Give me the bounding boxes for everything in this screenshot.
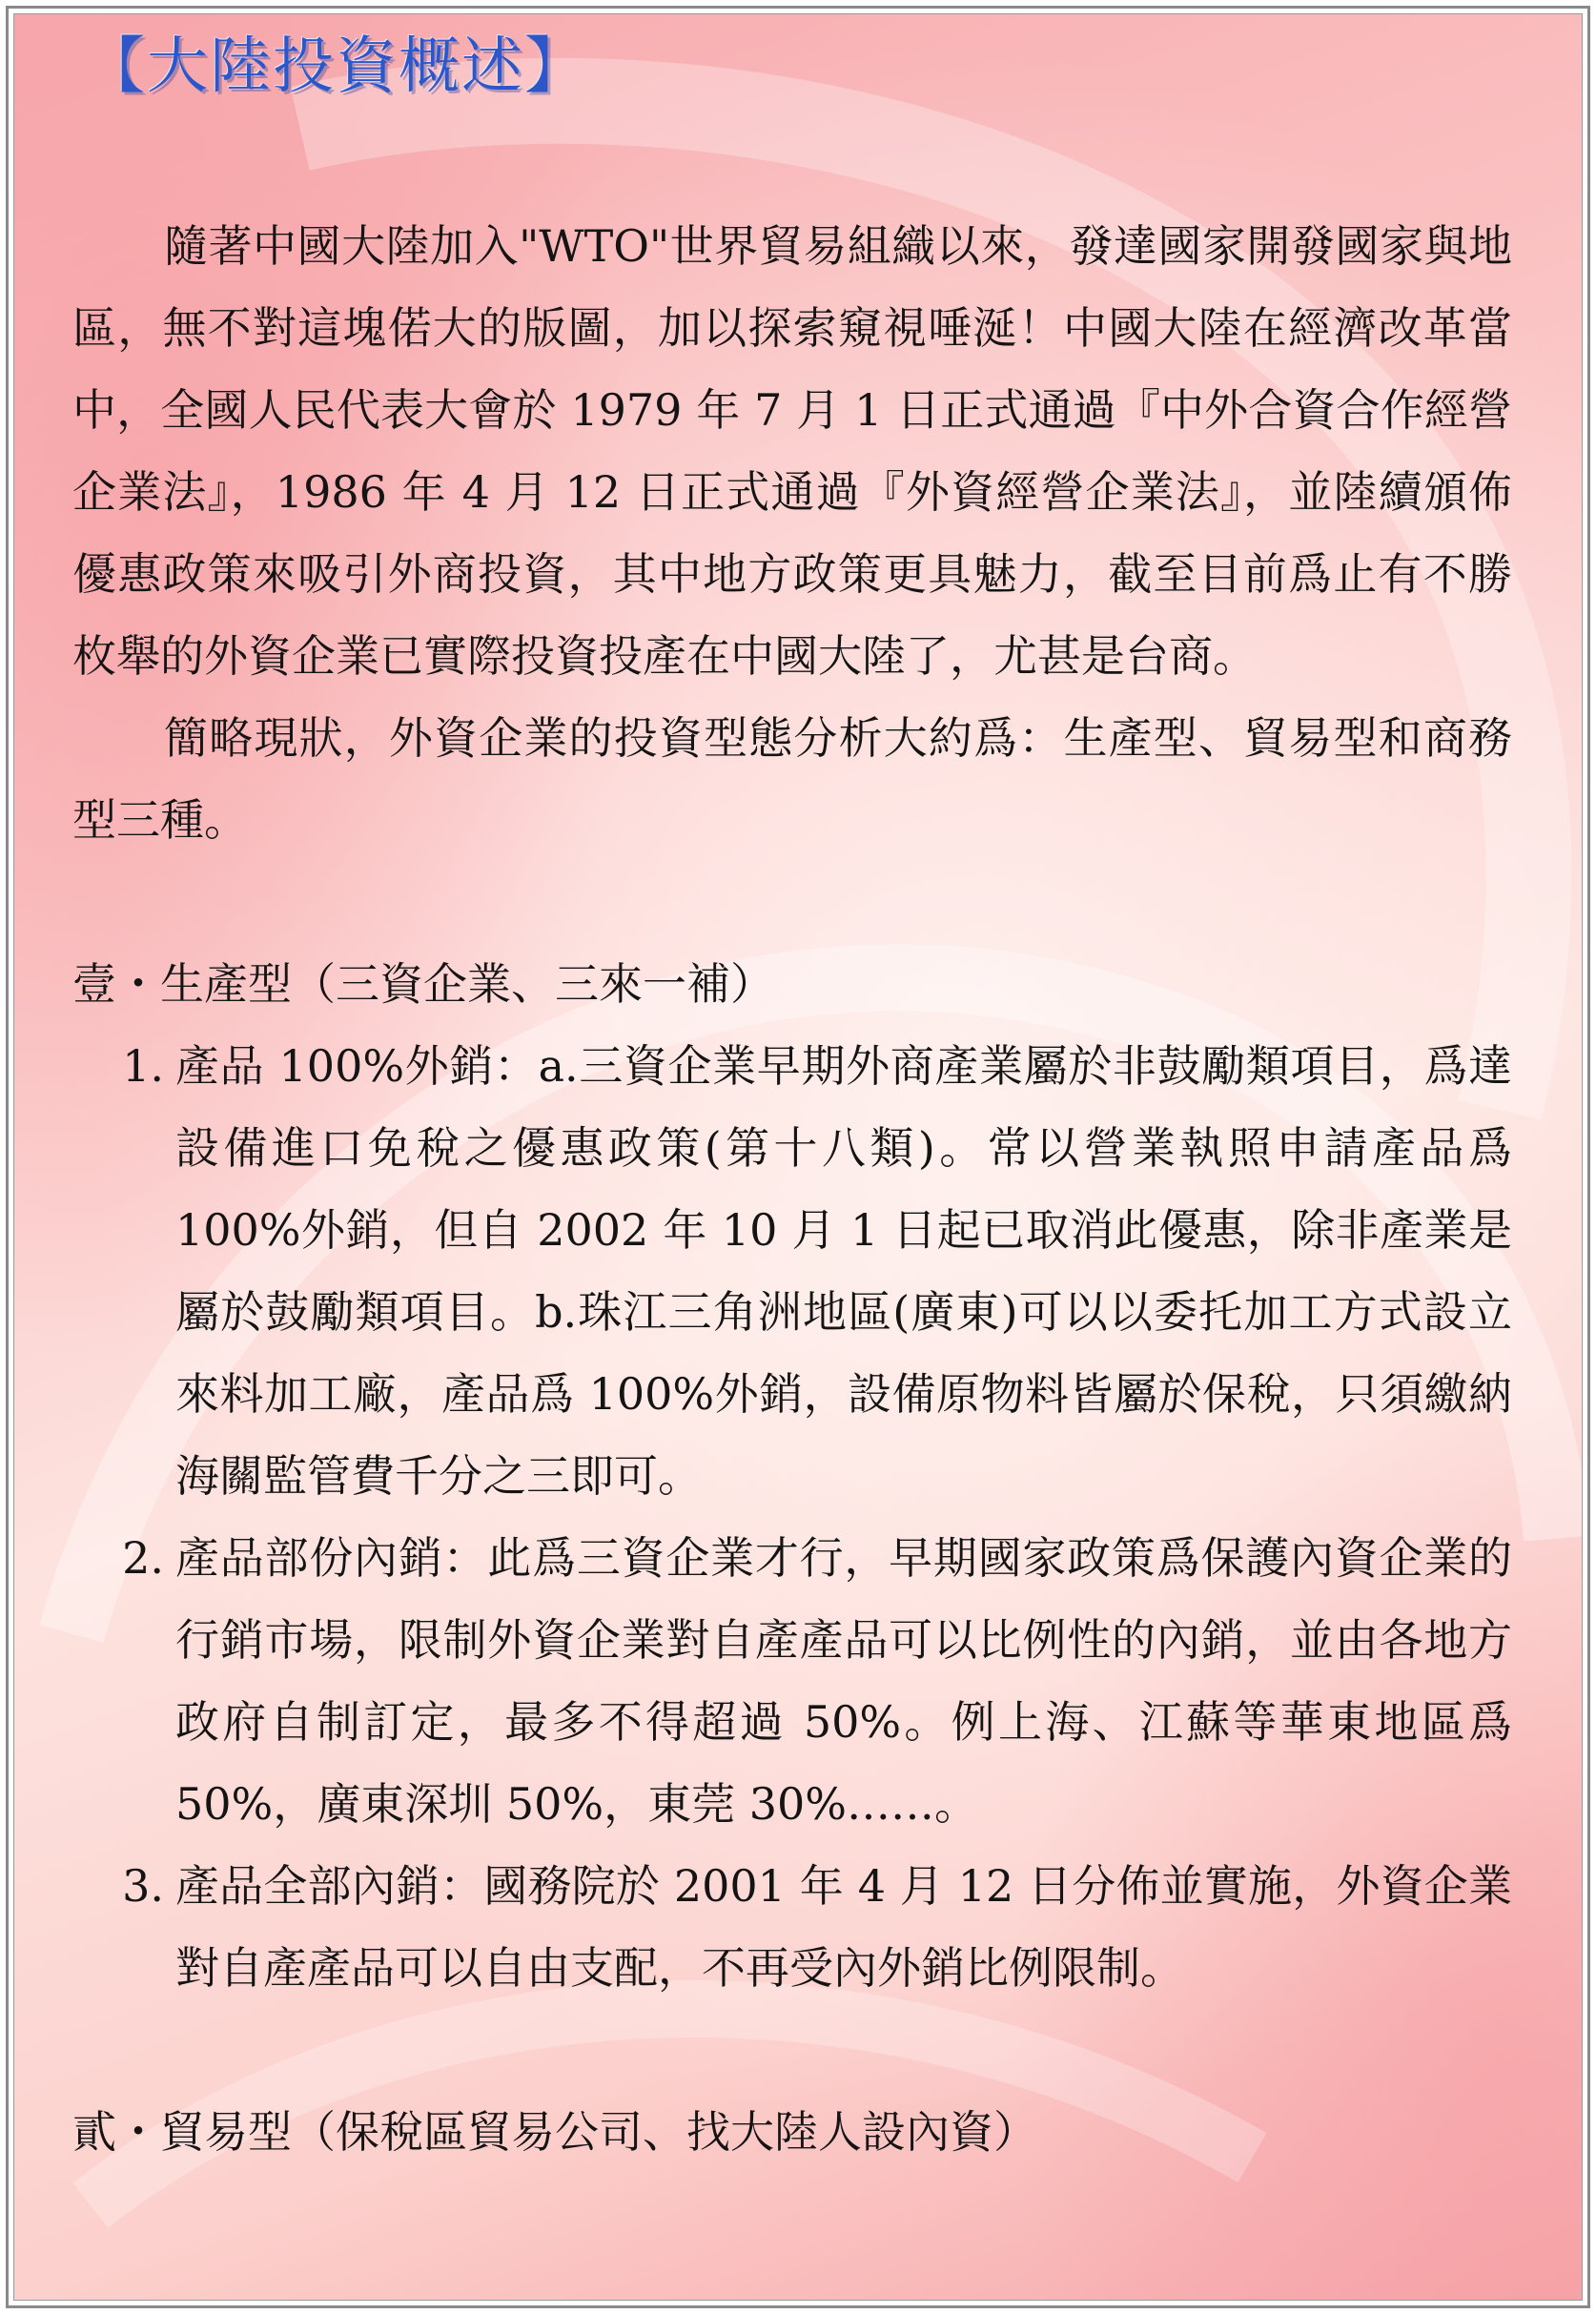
production-type-list	[72, 1025, 1512, 2009]
list-number: 2.	[122, 1532, 164, 1584]
intro-paragraph: 隨著中國大陸加入"WTO"世界貿易組織以來，發達國家開發國家與地區，無不對這塊偌大的版圖，加以探索窺視唾涎！中國大陸在經濟改革當中，全國人民代表大會於 1979 年 7 月 1 日正式通過『中外合資合作經營企業法』，1986 年 4 月 12 日正式通過『外資經營企業法』，並陸續頒佈優惠政策來吸引外商投資，其中地方政策更具魅力，截至目前爲止有不勝枚舉的外資企業已實際投資投產在中國大陸了，尤甚是台商。	[72, 220, 1512, 682]
list-item-text: 產品 100%外銷：a.三資企業早期外商產業屬於非鼓勵類項目，爲達設備進口免稅之優惠政策(第十八類)。常以營業執照申請產品爲 100%外銷，但自 2002 年 10 月 1 日起已取消此優惠，除非產業是屬於鼓勵類項目。b.珠江三角洲地區(廣東)可以以委托加工方式設立來料加工廠，產品爲 100%外銷，設備原物料皆屬於保稅，只須繳納海關監管費千分之三即可。	[175, 1040, 1512, 1502]
list-number: 3.	[122, 1860, 164, 1912]
list-item-text: 產品全部內銷：國務院於 2001 年 4 月 12 日分佈並實施，外資企業對自產產品可以自由支配，不再受內外銷比例限制。	[175, 1860, 1512, 1994]
list-item	[72, 1845, 1512, 2009]
list-item-text: 產品部份內銷：此爲三資企業才行，早期國家政策爲保護內資企業的行銷市場，限制外資企業對自產產品可以比例性的內銷，並由各地方政府自制訂定，最多不得超過 50%。例上海、江蘇等華東地區爲 50%，廣東深圳 50%，東莞 30%……。	[175, 1532, 1512, 1830]
document-title: 【大陸投資概述】	[84, 31, 587, 102]
blank-line	[72, 2009, 1512, 2091]
list-item	[72, 1025, 1512, 1517]
section-heading-production: 壹・生產型（三資企業、三來一補）	[72, 958, 774, 1010]
summary-paragraph: 簡略現狀，外資企業的投資型態分析大約爲：生產型、貿易型和商務型三種。	[72, 712, 1512, 846]
section-heading-trade: 貳・貿易型（保稅區貿易公司、找大陸人設內資）	[72, 2106, 1037, 2158]
blank-line	[72, 861, 1512, 943]
list-number: 1.	[122, 1040, 164, 1092]
list-item	[72, 1517, 1512, 1845]
document-body	[72, 205, 1512, 2173]
